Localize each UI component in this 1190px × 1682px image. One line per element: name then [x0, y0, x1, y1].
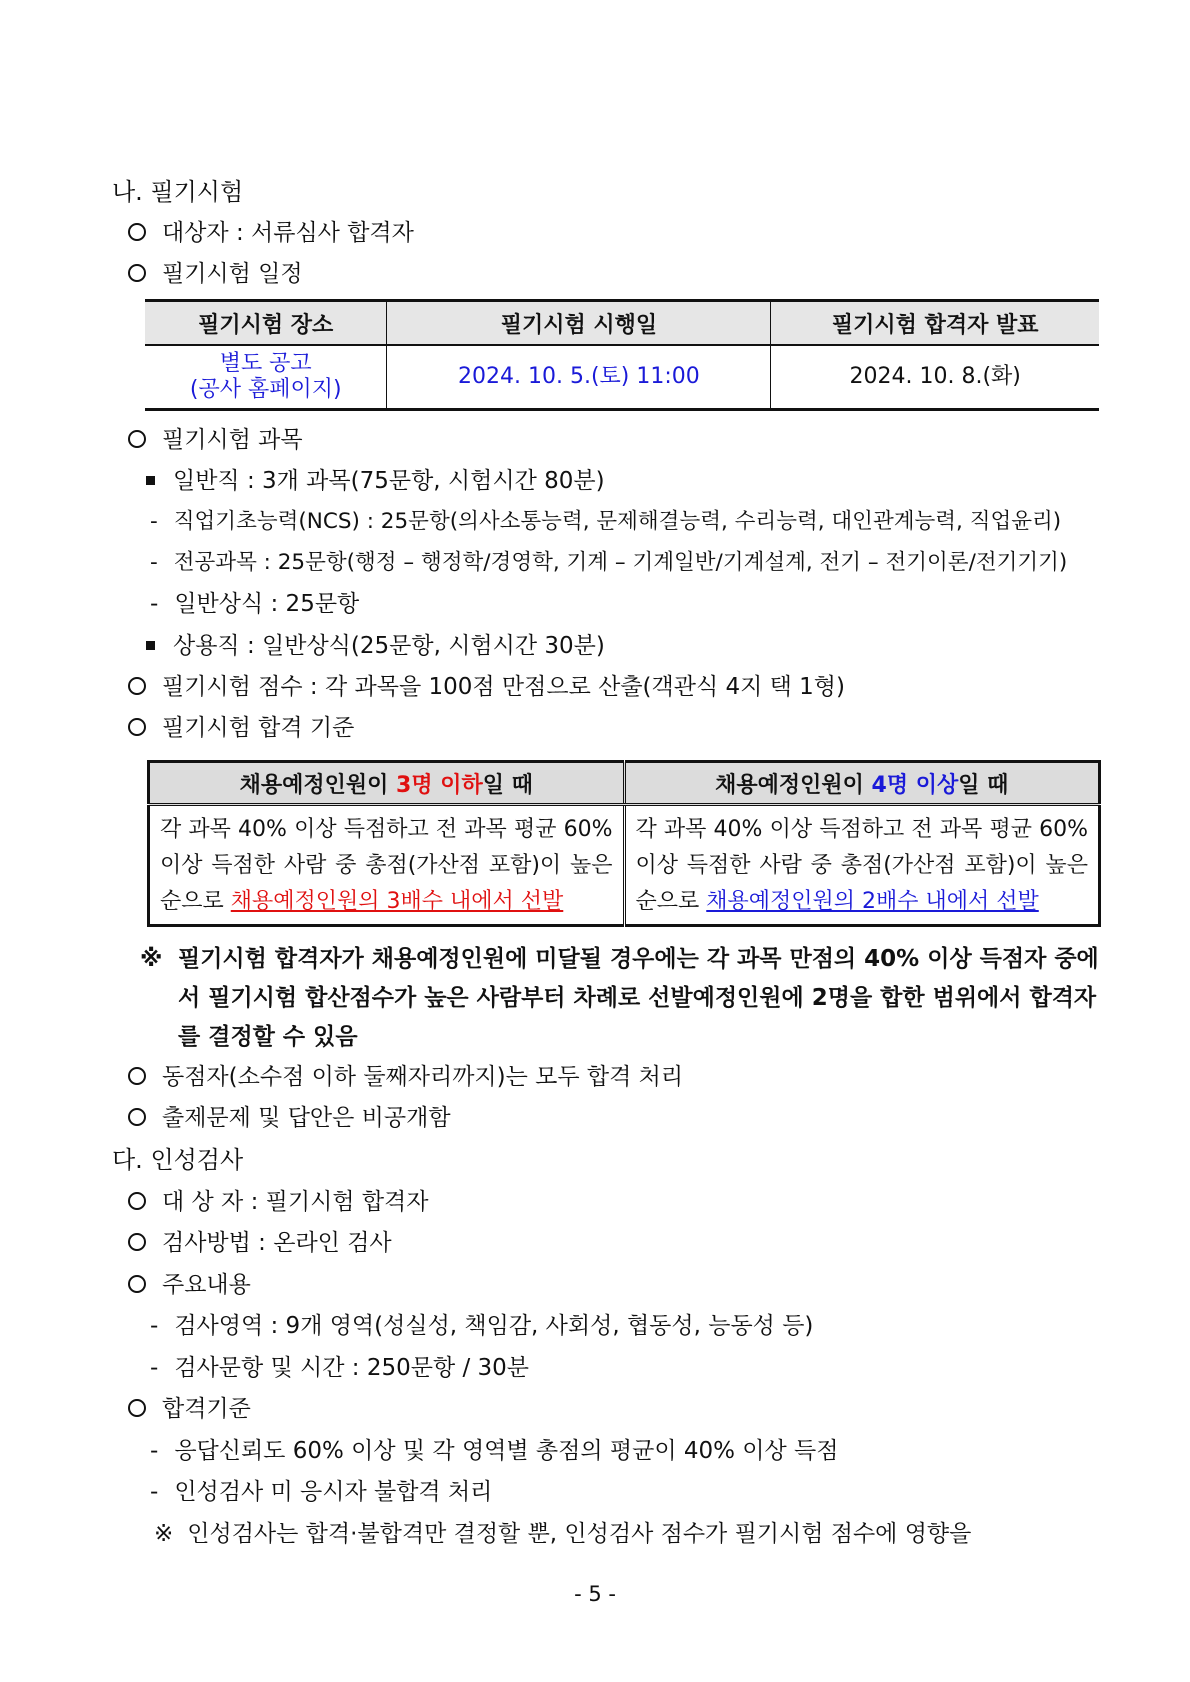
schedule-announce-date: 2024. 10. 8.(화): [771, 345, 1099, 410]
circle-bullet-icon: [128, 1108, 146, 1126]
personality-note: ※ 인성검사는 합격·불합격만 결정할 뿐, 인성검사 점수가 필기시험 점수에 영향을: [154, 1521, 972, 1547]
target-line: 대상자 : 서류심사 합격자: [128, 218, 414, 248]
criteria-cell-3-or-less: 각 과목 40% 이상 득점하고 전 과목 평균 60% 이상 득점한 사람 중 총점(가산점 포함)이 높은 순으로 채용예정인원의 3배수 내에서 선발: [160, 817, 613, 914]
page-number: - 5 -: [574, 1582, 616, 1606]
circle-bullet-icon: [128, 677, 146, 695]
general-item-ncs: - 직업기초능력(NCS) : 25문항(의사소통능력, 문제해결능력, 수리능력, 대인관계능력, 직업윤리): [150, 509, 1062, 534]
personality-target: 대 상 자 : 필기시험 합격자: [128, 1187, 428, 1217]
schedule-table: [145, 299, 1099, 411]
general-item-major: - 전공과목 : 25문항(행정 – 행정학/경영학, 기계 – 기계일반/기계설계, 전기 – 전기이론/전기기기): [150, 550, 1068, 575]
score-line: 필기시험 점수 : 각 과목을 100점 만점으로 산출(객관식 4지 택 1형): [128, 672, 845, 702]
schedule-header-announce: 필기시험 합격자 발표: [771, 301, 1099, 346]
criteria-table: [147, 760, 1101, 927]
circle-bullet-icon: [128, 1275, 146, 1293]
schedule-place-line2: (공사 홈페이지): [189, 377, 342, 402]
note-symbol: ※: [140, 946, 163, 972]
schedule-header-date: 필기시험 시행일: [387, 301, 771, 346]
personality-pass-item: - 인성검사 미 응시자 불합격 처리: [150, 1479, 493, 1505]
schedule-header-place: 필기시험 장소: [145, 301, 387, 346]
schedule-place-cell: [145, 345, 387, 410]
circle-bullet-icon: [128, 718, 146, 736]
personality-contents-label: 주요내용: [128, 1270, 251, 1300]
schedule-label: 필기시험 일정: [128, 259, 303, 289]
schedule-place-line1: 별도 공고: [219, 351, 312, 376]
circle-bullet-icon: [128, 430, 146, 448]
criteria-cell-4-or-more: 각 과목 40% 이상 득점하고 전 과목 평균 60% 이상 득점한 사람 중 총점(가산점 포함)이 높은 순으로 채용예정인원의 2배수 내에서 선발: [624, 805, 1100, 926]
circle-bullet-icon: [128, 1067, 146, 1085]
personality-pass-item: - 응답신뢰도 60% 이상 및 각 영역별 총점의 평균이 40% 이상 득점: [150, 1438, 839, 1464]
general-item-common: - 일반상식 : 25문항: [150, 591, 360, 617]
personality-method: 검사방법 : 온라인 검사: [128, 1228, 392, 1258]
circle-bullet-icon: [128, 1399, 146, 1417]
criteria-header-3-or-less: 채용예정인원이 3명 이하일 때: [149, 762, 625, 805]
square-bullet-icon: [146, 641, 155, 650]
shortfall-note: ※ 필기시험 합격자가 채용예정인원에 미달될 경우에는 각 과목 만점의 40% 이상 득점자 중에서 필기시험 합산점수가 높은 사람부터 차례로 선발예정인원에 2명을 합한 범위에서 합격자를 결정할 수 있음: [140, 940, 1110, 1057]
general-track: 일반직 : 3개 과목(75문항, 시험시간 80분): [146, 466, 605, 496]
criteria-header-4-or-more: 채용예정인원이 4명 이상일 때: [624, 762, 1100, 805]
square-bullet-icon: [146, 476, 155, 485]
criteria-label: 필기시험 합격 기준: [128, 713, 354, 743]
ties-line: 동점자(소수점 이하 둘째자리까지)는 모두 합격 처리: [128, 1062, 683, 1092]
personality-pass-label: 합격기준: [128, 1394, 251, 1424]
nondisclosure-line: 출제문제 및 답안은 비공개함: [128, 1103, 451, 1133]
circle-bullet-icon: [128, 1233, 146, 1251]
circle-bullet-icon: [128, 223, 146, 241]
commercial-track: 상용직 : 일반상식(25문항, 시험시간 30분): [146, 631, 605, 661]
subjects-label: 필기시험 과목: [128, 425, 303, 455]
circle-bullet-icon: [128, 264, 146, 282]
section-heading-na: 나. 필기시험: [112, 178, 244, 206]
schedule-exam-date: 2024. 10. 5.(토) 11:00: [387, 345, 771, 410]
section-heading-da: 다. 인성검사: [112, 1146, 244, 1174]
personality-contents-item: - 검사문항 및 시간 : 250문항 / 30분: [150, 1355, 530, 1381]
circle-bullet-icon: [128, 1192, 146, 1210]
personality-contents-item: - 검사영역 : 9개 영역(성실성, 책임감, 사회성, 협동성, 능동성 등): [150, 1313, 814, 1339]
